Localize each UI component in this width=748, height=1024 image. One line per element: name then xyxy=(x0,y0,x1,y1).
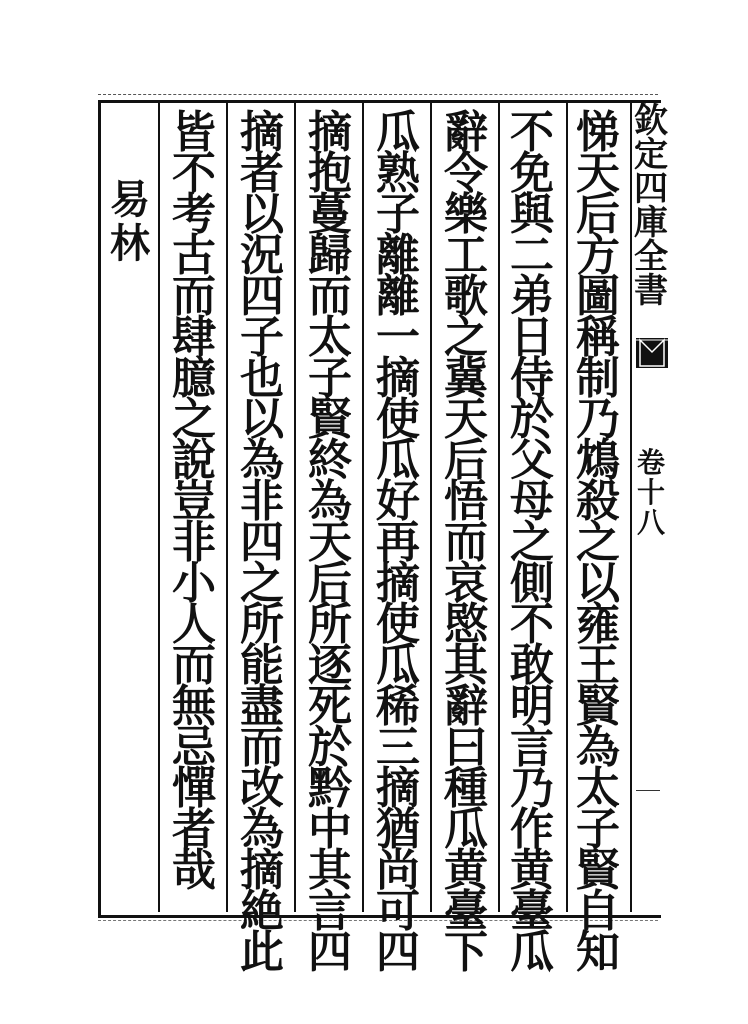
glyph: 四 xyxy=(634,169,668,209)
glyph: 知 xyxy=(576,927,620,978)
glyph: 后 xyxy=(308,558,352,609)
glyph: 皆 xyxy=(172,107,216,158)
glyph: 者 xyxy=(172,804,216,855)
glyph: 人 xyxy=(172,599,216,650)
glyph: 尚 xyxy=(376,845,420,896)
glyph: 四 xyxy=(240,517,284,568)
glyph: 摘 xyxy=(376,558,420,609)
glyph: 摘 xyxy=(240,845,284,896)
text-column-2 xyxy=(506,107,558,978)
glyph: 而 xyxy=(172,271,216,322)
glyph: 考 xyxy=(172,189,216,240)
glyph: 子 xyxy=(308,353,352,404)
glyph: 后 xyxy=(576,189,620,240)
text-column-4 xyxy=(372,107,424,978)
glyph: 為 xyxy=(308,476,352,527)
glyph: 雍 xyxy=(576,599,620,650)
glyph: 庫 xyxy=(634,203,668,243)
glyph: 離 xyxy=(376,271,420,322)
glyph: 逐 xyxy=(308,640,352,691)
glyph: 黄 xyxy=(510,845,554,896)
glyph: 辭 xyxy=(444,681,488,732)
glyph: 為 xyxy=(240,435,284,486)
glyph: 天 xyxy=(444,394,488,445)
glyph: 能 xyxy=(240,640,284,691)
glyph: 八 xyxy=(636,506,665,539)
text-column-6 xyxy=(236,107,288,978)
text-column-3 xyxy=(440,107,492,978)
glyph: 不 xyxy=(172,148,216,199)
glyph: 易 xyxy=(110,176,150,223)
glyph: 終 xyxy=(308,435,352,486)
glyph: 黔 xyxy=(308,763,352,814)
glyph: 於 xyxy=(510,394,554,445)
text-column-1 xyxy=(572,107,624,978)
glyph: 小 xyxy=(172,558,216,609)
glyph: 定 xyxy=(634,135,668,175)
glyph: 摘 xyxy=(376,353,420,404)
glyph: 也 xyxy=(240,353,284,404)
glyph: 作 xyxy=(510,804,554,855)
glyph: 臆 xyxy=(172,353,216,404)
glyph: 方 xyxy=(576,230,620,281)
glyph: 所 xyxy=(308,599,352,650)
text-column-5 xyxy=(304,107,356,978)
glyph: 豈 xyxy=(172,476,216,527)
column-rule xyxy=(294,103,296,912)
glyph: 而 xyxy=(240,722,284,773)
glyph: 熟 xyxy=(376,148,420,199)
glyph: 瓜 xyxy=(444,804,488,855)
glyph: 樂 xyxy=(444,189,488,240)
glyph: 工 xyxy=(444,230,488,281)
glyph: 再 xyxy=(376,517,420,568)
glyph: 殺 xyxy=(576,476,620,527)
glyph: 乃 xyxy=(510,763,554,814)
margin-rule xyxy=(636,790,660,791)
glyph: 為 xyxy=(240,804,284,855)
glyph: 憚 xyxy=(172,763,216,814)
glyph: 以 xyxy=(240,189,284,240)
glyph: 子 xyxy=(376,189,420,240)
glyph: 古 xyxy=(172,230,216,281)
glyph: 絶 xyxy=(240,886,284,937)
glyph: 言 xyxy=(510,722,554,773)
glyph: 三 xyxy=(376,722,420,773)
glyph: 以 xyxy=(240,394,284,445)
glyph: 欽 xyxy=(634,101,668,141)
glyph: 乃 xyxy=(576,394,620,445)
glyph: 以 xyxy=(576,558,620,609)
glyph: 王 xyxy=(576,640,620,691)
glyph: 辭 xyxy=(444,107,488,158)
glyph: 哉 xyxy=(172,845,216,896)
glyph: 臺 xyxy=(510,886,554,937)
glyph: 離 xyxy=(376,230,420,281)
glyph: 一 xyxy=(376,312,420,363)
glyph: 林 xyxy=(110,220,150,267)
glyph: 非 xyxy=(240,476,284,527)
glyph: 使 xyxy=(376,394,420,445)
glyph: 二 xyxy=(510,230,554,281)
glyph: 悌 xyxy=(576,107,620,158)
glyph: 於 xyxy=(308,722,352,773)
glyph: 況 xyxy=(240,230,284,281)
glyph: 不 xyxy=(510,107,554,158)
glyph: 忌 xyxy=(172,722,216,773)
glyph: 之 xyxy=(576,517,620,568)
glyph: 改 xyxy=(240,763,284,814)
glyph: 子 xyxy=(576,804,620,855)
glyph: 賢 xyxy=(576,681,620,732)
text-column-7 xyxy=(168,107,220,896)
glyph: 之 xyxy=(444,312,488,363)
glyph: 此 xyxy=(240,927,284,978)
glyph: 敢 xyxy=(510,640,554,691)
glyph: 制 xyxy=(576,353,620,404)
glyph: 愍 xyxy=(444,599,488,650)
glyph: 而 xyxy=(444,517,488,568)
glyph: 冀 xyxy=(444,353,488,404)
glyph: 猶 xyxy=(376,804,420,855)
column-rule xyxy=(566,103,568,912)
glyph: 歌 xyxy=(444,271,488,322)
glyph: 下 xyxy=(444,927,488,978)
column-rule xyxy=(498,103,500,912)
glyph: 無 xyxy=(172,681,216,732)
glyph: 太 xyxy=(576,763,620,814)
glyph: 全 xyxy=(634,237,668,277)
glyph: 之 xyxy=(510,517,554,568)
glyph: 者 xyxy=(240,148,284,199)
glyph: 與 xyxy=(510,189,554,240)
glyph: 子 xyxy=(240,312,284,363)
glyph: 后 xyxy=(444,435,488,486)
glyph: 弟 xyxy=(510,271,554,322)
glyph: 說 xyxy=(172,435,216,486)
glyph: 稀 xyxy=(376,681,420,732)
glyph: 四 xyxy=(376,927,420,978)
glyph: 不 xyxy=(510,599,554,650)
book-title xyxy=(108,178,152,266)
glyph: 摘 xyxy=(308,107,352,158)
glyph: 言 xyxy=(308,886,352,937)
glyph: 而 xyxy=(172,640,216,691)
glyph: 書 xyxy=(634,271,668,311)
glyph: 之 xyxy=(240,558,284,609)
glyph: 肆 xyxy=(172,312,216,363)
glyph: 黄 xyxy=(444,845,488,896)
glyph: 所 xyxy=(240,599,284,650)
glyph: 母 xyxy=(510,476,554,527)
glyph: 非 xyxy=(172,517,216,568)
glyph: 令 xyxy=(444,148,488,199)
glyph: 圖 xyxy=(576,271,620,322)
glyph: 鴆 xyxy=(576,435,620,486)
glyph: 哀 xyxy=(444,558,488,609)
glyph: 自 xyxy=(576,886,620,937)
glyph: 中 xyxy=(308,804,352,855)
column-rule xyxy=(158,103,160,912)
glyph: 好 xyxy=(376,476,420,527)
glyph: 瓜 xyxy=(376,640,420,691)
glyph: 瓜 xyxy=(376,107,420,158)
glyph: 使 xyxy=(376,599,420,650)
glyph: 日 xyxy=(510,312,554,363)
glyph: 種 xyxy=(444,763,488,814)
glyph: 抱 xyxy=(308,148,352,199)
volume-label xyxy=(634,448,668,538)
glyph: 賢 xyxy=(308,394,352,445)
glyph: 曰 xyxy=(444,722,488,773)
glyph: 摘 xyxy=(376,763,420,814)
glyph: 十 xyxy=(636,476,665,509)
glyph: 瓜 xyxy=(510,927,554,978)
column-rule xyxy=(362,103,364,912)
glyph: 臺 xyxy=(444,886,488,937)
glyph: 父 xyxy=(510,435,554,486)
fishtail-mark-icon xyxy=(636,338,668,368)
glyph: 摘 xyxy=(240,107,284,158)
column-rule xyxy=(430,103,432,912)
glyph: 天 xyxy=(308,517,352,568)
glyph: 四 xyxy=(240,271,284,322)
glyph: 之 xyxy=(172,394,216,445)
glyph: 天 xyxy=(576,148,620,199)
collection-header xyxy=(632,101,670,311)
glyph: 其 xyxy=(308,845,352,896)
glyph: 太 xyxy=(308,312,352,363)
glyph: 瓜 xyxy=(376,435,420,486)
glyph: 側 xyxy=(510,558,554,609)
glyph: 為 xyxy=(576,722,620,773)
glyph: 而 xyxy=(308,271,352,322)
top-border-dashes xyxy=(98,94,658,95)
glyph: 蔓 xyxy=(308,189,352,240)
glyph: 悟 xyxy=(444,476,488,527)
glyph: 賢 xyxy=(576,845,620,896)
glyph: 死 xyxy=(308,681,352,732)
glyph: 盡 xyxy=(240,681,284,732)
column-rule xyxy=(226,103,228,912)
glyph: 其 xyxy=(444,640,488,691)
glyph: 明 xyxy=(510,681,554,732)
glyph: 可 xyxy=(376,886,420,937)
glyph: 稱 xyxy=(576,312,620,363)
glyph: 四 xyxy=(308,927,352,978)
glyph: 歸 xyxy=(308,230,352,281)
glyph: 侍 xyxy=(510,353,554,404)
glyph: 免 xyxy=(510,148,554,199)
glyph: 卷 xyxy=(636,446,665,479)
